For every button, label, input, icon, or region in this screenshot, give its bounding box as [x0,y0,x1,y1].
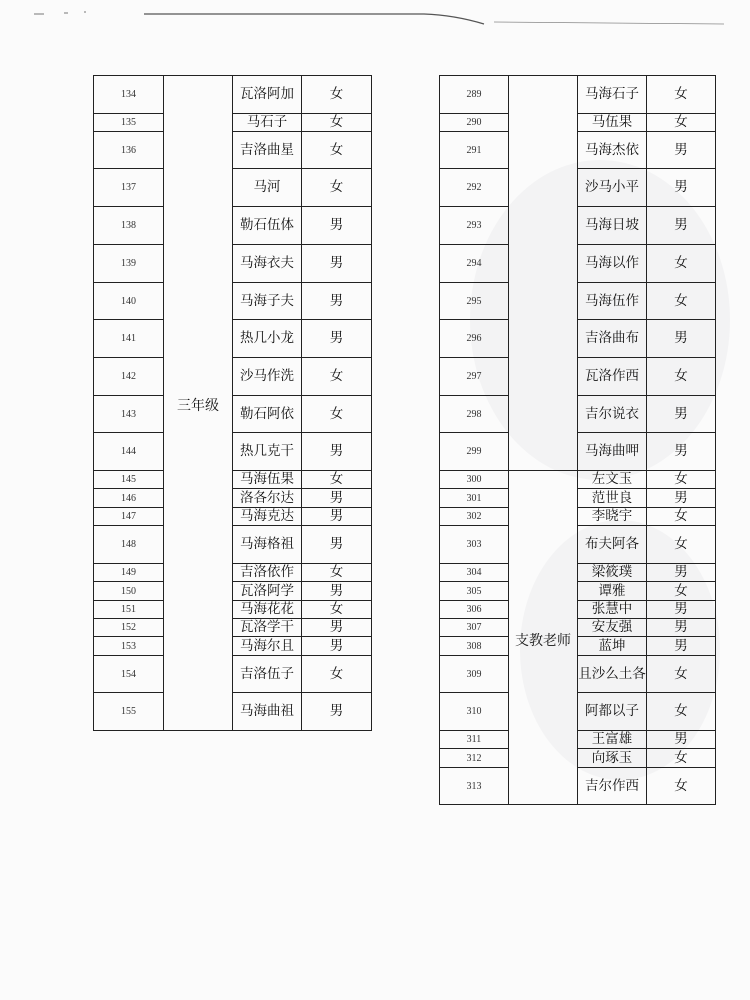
table-row [440,396,716,433]
row-number: 292 [440,169,509,207]
table-row [94,619,372,637]
person-gender: 女 [647,768,716,805]
person-name: 布夫阿各 [578,526,647,564]
person-gender: 女 [647,749,716,768]
table-row [440,320,716,358]
person-gender: 男 [647,731,716,749]
student-gender: 男 [302,489,372,508]
table-row [94,564,372,582]
group-label: 三年级 [177,398,219,414]
person-gender: 女 [647,471,716,489]
row-number: 140 [94,283,164,320]
table-row [440,619,716,637]
table-row [94,114,372,132]
person-name: 阿都以子 [578,693,647,731]
student-gender: 女 [302,564,372,582]
person-gender: 男 [647,320,716,358]
student-gender: 男 [302,283,372,320]
table-row [440,358,716,396]
student-name: 热几小龙 [233,320,302,358]
student-name: 热几克干 [233,433,302,471]
row-number: 145 [94,471,164,489]
person-name: 蓝坤 [578,637,647,656]
row-number: 147 [94,508,164,526]
person-name: 向琢玉 [578,749,647,768]
person-gender: 男 [647,169,716,207]
scan-edge-artifact [24,8,724,26]
student-gender: 女 [302,132,372,169]
table-row [94,283,372,320]
student-name: 马海伍果 [233,471,302,489]
table-row [440,245,716,283]
student-gender: 男 [302,508,372,526]
table-row [440,731,716,749]
person-gender: 女 [647,693,716,731]
student-name: 马石子 [233,114,302,132]
table-row [440,433,716,471]
row-number: 311 [440,731,509,749]
row-number: 144 [94,433,164,471]
row-number: 149 [94,564,164,582]
table-row [94,508,372,526]
student-gender: 男 [302,433,372,471]
group-label-cell-top [509,76,578,471]
table-row [94,489,372,508]
person-gender: 男 [647,619,716,637]
row-number: 297 [440,358,509,396]
student-name: 马海克达 [233,508,302,526]
student-gender: 男 [302,619,372,637]
table-row [440,526,716,564]
person-name: 马海杰依 [578,132,647,169]
row-number: 134 [94,76,164,114]
student-gender: 男 [302,320,372,358]
person-name: 马海伍作 [578,283,647,320]
person-name: 吉尔作西 [578,768,647,805]
row-number: 306 [440,601,509,619]
table-row [440,768,716,805]
row-number: 310 [440,693,509,731]
row-number: 312 [440,749,509,768]
student-gender: 女 [302,471,372,489]
student-gender: 男 [302,637,372,656]
student-gender: 女 [302,76,372,114]
row-number: 141 [94,320,164,358]
group-label-cell [164,76,233,731]
student-name: 马海曲祖 [233,693,302,731]
student-name: 洛各尔达 [233,489,302,508]
student-name: 马海格祖 [233,526,302,564]
row-number: 142 [94,358,164,396]
person-name: 马海石子 [578,76,647,114]
row-number: 294 [440,245,509,283]
table-row [440,637,716,656]
table-row [94,132,372,169]
person-name: 吉尔说衣 [578,396,647,433]
person-gender: 女 [647,508,716,526]
table-row [94,358,372,396]
student-gender: 女 [302,601,372,619]
table-row [94,169,372,207]
person-name: 吉洛曲布 [578,320,647,358]
person-name: 张慧中 [578,601,647,619]
row-number: 150 [94,582,164,601]
row-number: 304 [440,564,509,582]
row-number: 138 [94,207,164,245]
row-number: 291 [440,132,509,169]
table-row [94,656,372,693]
row-number: 290 [440,114,509,132]
person-name: 马海曲呷 [578,433,647,471]
table-row [94,582,372,601]
table-row [440,169,716,207]
student-name: 马海花花 [233,601,302,619]
table-row [94,245,372,283]
row-number: 299 [440,433,509,471]
roster-table-grade-three [93,75,372,731]
row-number: 303 [440,526,509,564]
row-number: 296 [440,320,509,358]
table-row [94,693,372,731]
table-row [440,76,716,114]
person-gender: 女 [647,526,716,564]
student-gender: 女 [302,169,372,207]
person-gender: 男 [647,433,716,471]
row-number: 307 [440,619,509,637]
student-gender: 男 [302,526,372,564]
table-row [94,637,372,656]
person-gender: 男 [647,601,716,619]
row-number: 295 [440,283,509,320]
table-row [440,132,716,169]
table-row [440,207,716,245]
table-row [440,508,716,526]
table-row [440,656,716,693]
person-name: 范世良 [578,489,647,508]
person-name: 马伍果 [578,114,647,132]
student-name: 吉洛依作 [233,564,302,582]
person-name: 且沙么土各 [578,656,647,693]
group-label: 支教老师 [515,632,571,649]
person-name: 左文玉 [578,471,647,489]
student-gender: 女 [302,114,372,132]
table-row [94,76,372,114]
person-gender: 男 [647,564,716,582]
row-number: 301 [440,489,509,508]
person-gender: 男 [647,489,716,508]
student-name: 马海尔且 [233,637,302,656]
table-row [94,396,372,433]
row-number: 135 [94,114,164,132]
table-row [440,114,716,132]
student-name: 吉洛伍子 [233,656,302,693]
person-gender: 男 [647,637,716,656]
person-gender: 女 [647,114,716,132]
student-gender: 女 [302,656,372,693]
roster-table-volunteer-teachers [439,75,716,805]
student-name: 勒石伍体 [233,207,302,245]
row-number: 309 [440,656,509,693]
row-number: 155 [94,693,164,731]
student-gender: 男 [302,245,372,283]
person-gender: 女 [647,76,716,114]
person-gender: 女 [647,358,716,396]
row-number: 148 [94,526,164,564]
row-number: 143 [94,396,164,433]
table-row [94,471,372,489]
row-number: 139 [94,245,164,283]
person-name: 李晓宇 [578,508,647,526]
person-gender: 男 [647,396,716,433]
row-number: 302 [440,508,509,526]
person-name: 马海日坡 [578,207,647,245]
row-number: 300 [440,471,509,489]
student-gender: 男 [302,693,372,731]
row-number: 154 [94,656,164,693]
person-name: 谭雅 [578,582,647,601]
person-name: 王富雄 [578,731,647,749]
student-name: 勒石阿依 [233,396,302,433]
row-number: 137 [94,169,164,207]
student-gender: 女 [302,358,372,396]
person-name: 马海以作 [578,245,647,283]
row-number: 152 [94,619,164,637]
student-name: 瓦洛阿加 [233,76,302,114]
row-number: 289 [440,76,509,114]
student-name: 瓦洛学干 [233,619,302,637]
person-gender: 男 [647,132,716,169]
table-row [440,489,716,508]
table-row [440,601,716,619]
table-row [94,207,372,245]
table-row [440,471,716,489]
person-gender: 女 [647,245,716,283]
person-name: 瓦洛作西 [578,358,647,396]
person-gender: 男 [647,207,716,245]
table-row [94,320,372,358]
row-number: 298 [440,396,509,433]
student-name: 马河 [233,169,302,207]
person-name: 安友强 [578,619,647,637]
table-row [94,433,372,471]
table-row [440,749,716,768]
student-name: 马海衣夫 [233,245,302,283]
person-name: 沙马小平 [578,169,647,207]
row-number: 305 [440,582,509,601]
student-name: 马海子夫 [233,283,302,320]
row-number: 293 [440,207,509,245]
student-name: 沙马作洗 [233,358,302,396]
person-name: 梁筱璞 [578,564,647,582]
row-number: 308 [440,637,509,656]
person-gender: 女 [647,656,716,693]
person-gender: 女 [647,283,716,320]
table-row [440,564,716,582]
table-row [440,693,716,731]
student-gender: 男 [302,582,372,601]
student-name: 吉洛曲星 [233,132,302,169]
student-gender: 女 [302,396,372,433]
row-number: 146 [94,489,164,508]
student-name: 瓦洛阿学 [233,582,302,601]
row-number: 151 [94,601,164,619]
table-row [94,601,372,619]
table-row [440,582,716,601]
row-number: 153 [94,637,164,656]
row-number: 136 [94,132,164,169]
row-number: 313 [440,768,509,805]
table-row [94,526,372,564]
person-gender: 女 [647,582,716,601]
table-row [440,283,716,320]
student-gender: 男 [302,207,372,245]
group-label-cell-bottom [509,471,578,805]
